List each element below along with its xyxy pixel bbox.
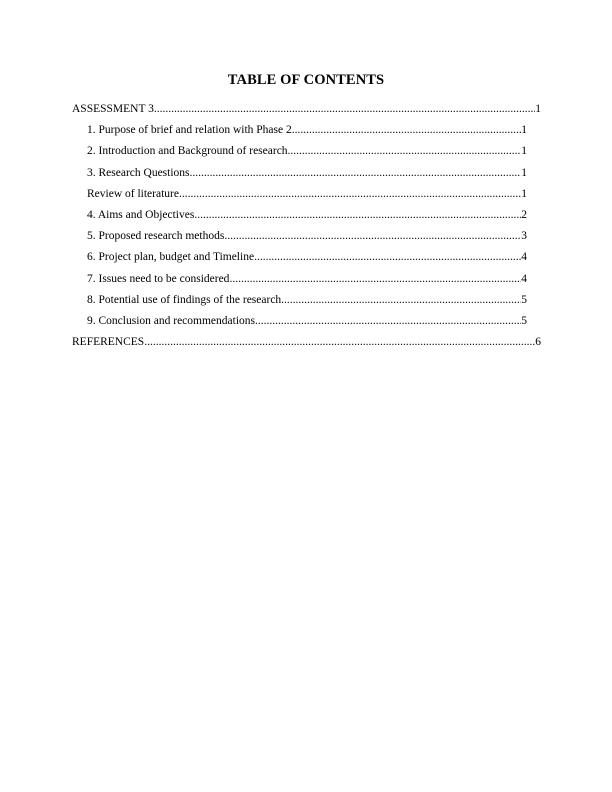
toc-entry-research-questions[interactable] — [87, 165, 527, 186]
toc-page-number: 1 — [521, 124, 527, 137]
toc-page-number: 3 — [521, 230, 527, 243]
toc-dot-leader — [229, 271, 521, 287]
toc-entry-assessment-3[interactable] — [72, 101, 541, 122]
toc-entry-text: 3. Research Questions — [87, 166, 190, 179]
toc-page-number: 4 — [521, 272, 527, 285]
toc-entry-purpose-of-brief[interactable] — [87, 122, 527, 143]
toc-dot-leader — [190, 165, 522, 181]
toc-entry-text: ASSESSMENT 3 — [72, 103, 154, 115]
toc-entry-project-plan[interactable] — [87, 249, 527, 270]
toc-entry-text: Review of literature — [87, 187, 179, 200]
toc-dot-leader — [288, 143, 522, 159]
toc-entry-text: 9. Conclusion and recommendations — [87, 314, 255, 327]
toc-page-number: 2 — [521, 208, 527, 221]
toc-page-number: 5 — [521, 293, 527, 306]
toc-entry-review-of-literature[interactable] — [87, 186, 527, 207]
toc-page-number: 4 — [521, 251, 527, 264]
toc-entry-text: 2. Introduction and Background of research — [87, 145, 288, 158]
toc-entry-text: 1. Purpose of brief and relation with Phase 2 — [87, 124, 292, 137]
toc-dot-leader — [292, 122, 522, 138]
toc-entry-text: 8. Potential use of findings of the research — [87, 293, 282, 306]
page-title: TABLE OF CONTENTS — [227, 72, 385, 88]
toc-dot-leader — [179, 186, 521, 202]
toc-entry-issues[interactable] — [87, 271, 527, 292]
toc-entry-proposed-research-methods[interactable] — [87, 228, 527, 249]
toc-entry-text: REFERENCES — [72, 336, 145, 349]
toc-entry-introduction-background[interactable] — [87, 143, 527, 164]
toc-dot-leader — [254, 249, 521, 265]
toc-dot-leader — [144, 334, 535, 350]
toc-page-number: 1 — [521, 187, 527, 200]
toc-page-number: 1 — [521, 145, 527, 158]
toc-page-number: 5 — [521, 314, 527, 327]
table-of-contents — [0, 101, 612, 355]
toc-entry-text: 6. Project plan, budget and Timeline — [87, 251, 255, 264]
toc-entry-aims-objectives[interactable] — [87, 207, 527, 228]
toc-dot-leader — [224, 228, 521, 244]
toc-dot-leader — [255, 313, 521, 329]
toc-entry-potential-use[interactable] — [87, 292, 527, 313]
toc-entry-text: 7. Issues need to be considered — [87, 272, 230, 285]
toc-dot-leader — [281, 292, 521, 308]
toc-entry-text: 4. Aims and Objectives — [87, 208, 195, 221]
toc-page-number: 1 — [521, 166, 527, 179]
toc-entry-text: 5. Proposed research methods — [87, 230, 225, 243]
toc-dot-leader — [194, 207, 521, 223]
toc-page-number: 1 — [535, 103, 541, 115]
toc-dot-leader — [154, 101, 535, 117]
toc-entry-conclusion[interactable] — [87, 313, 527, 334]
toc-page-number: 6 — [535, 336, 541, 349]
toc-entry-references[interactable] — [72, 334, 541, 355]
